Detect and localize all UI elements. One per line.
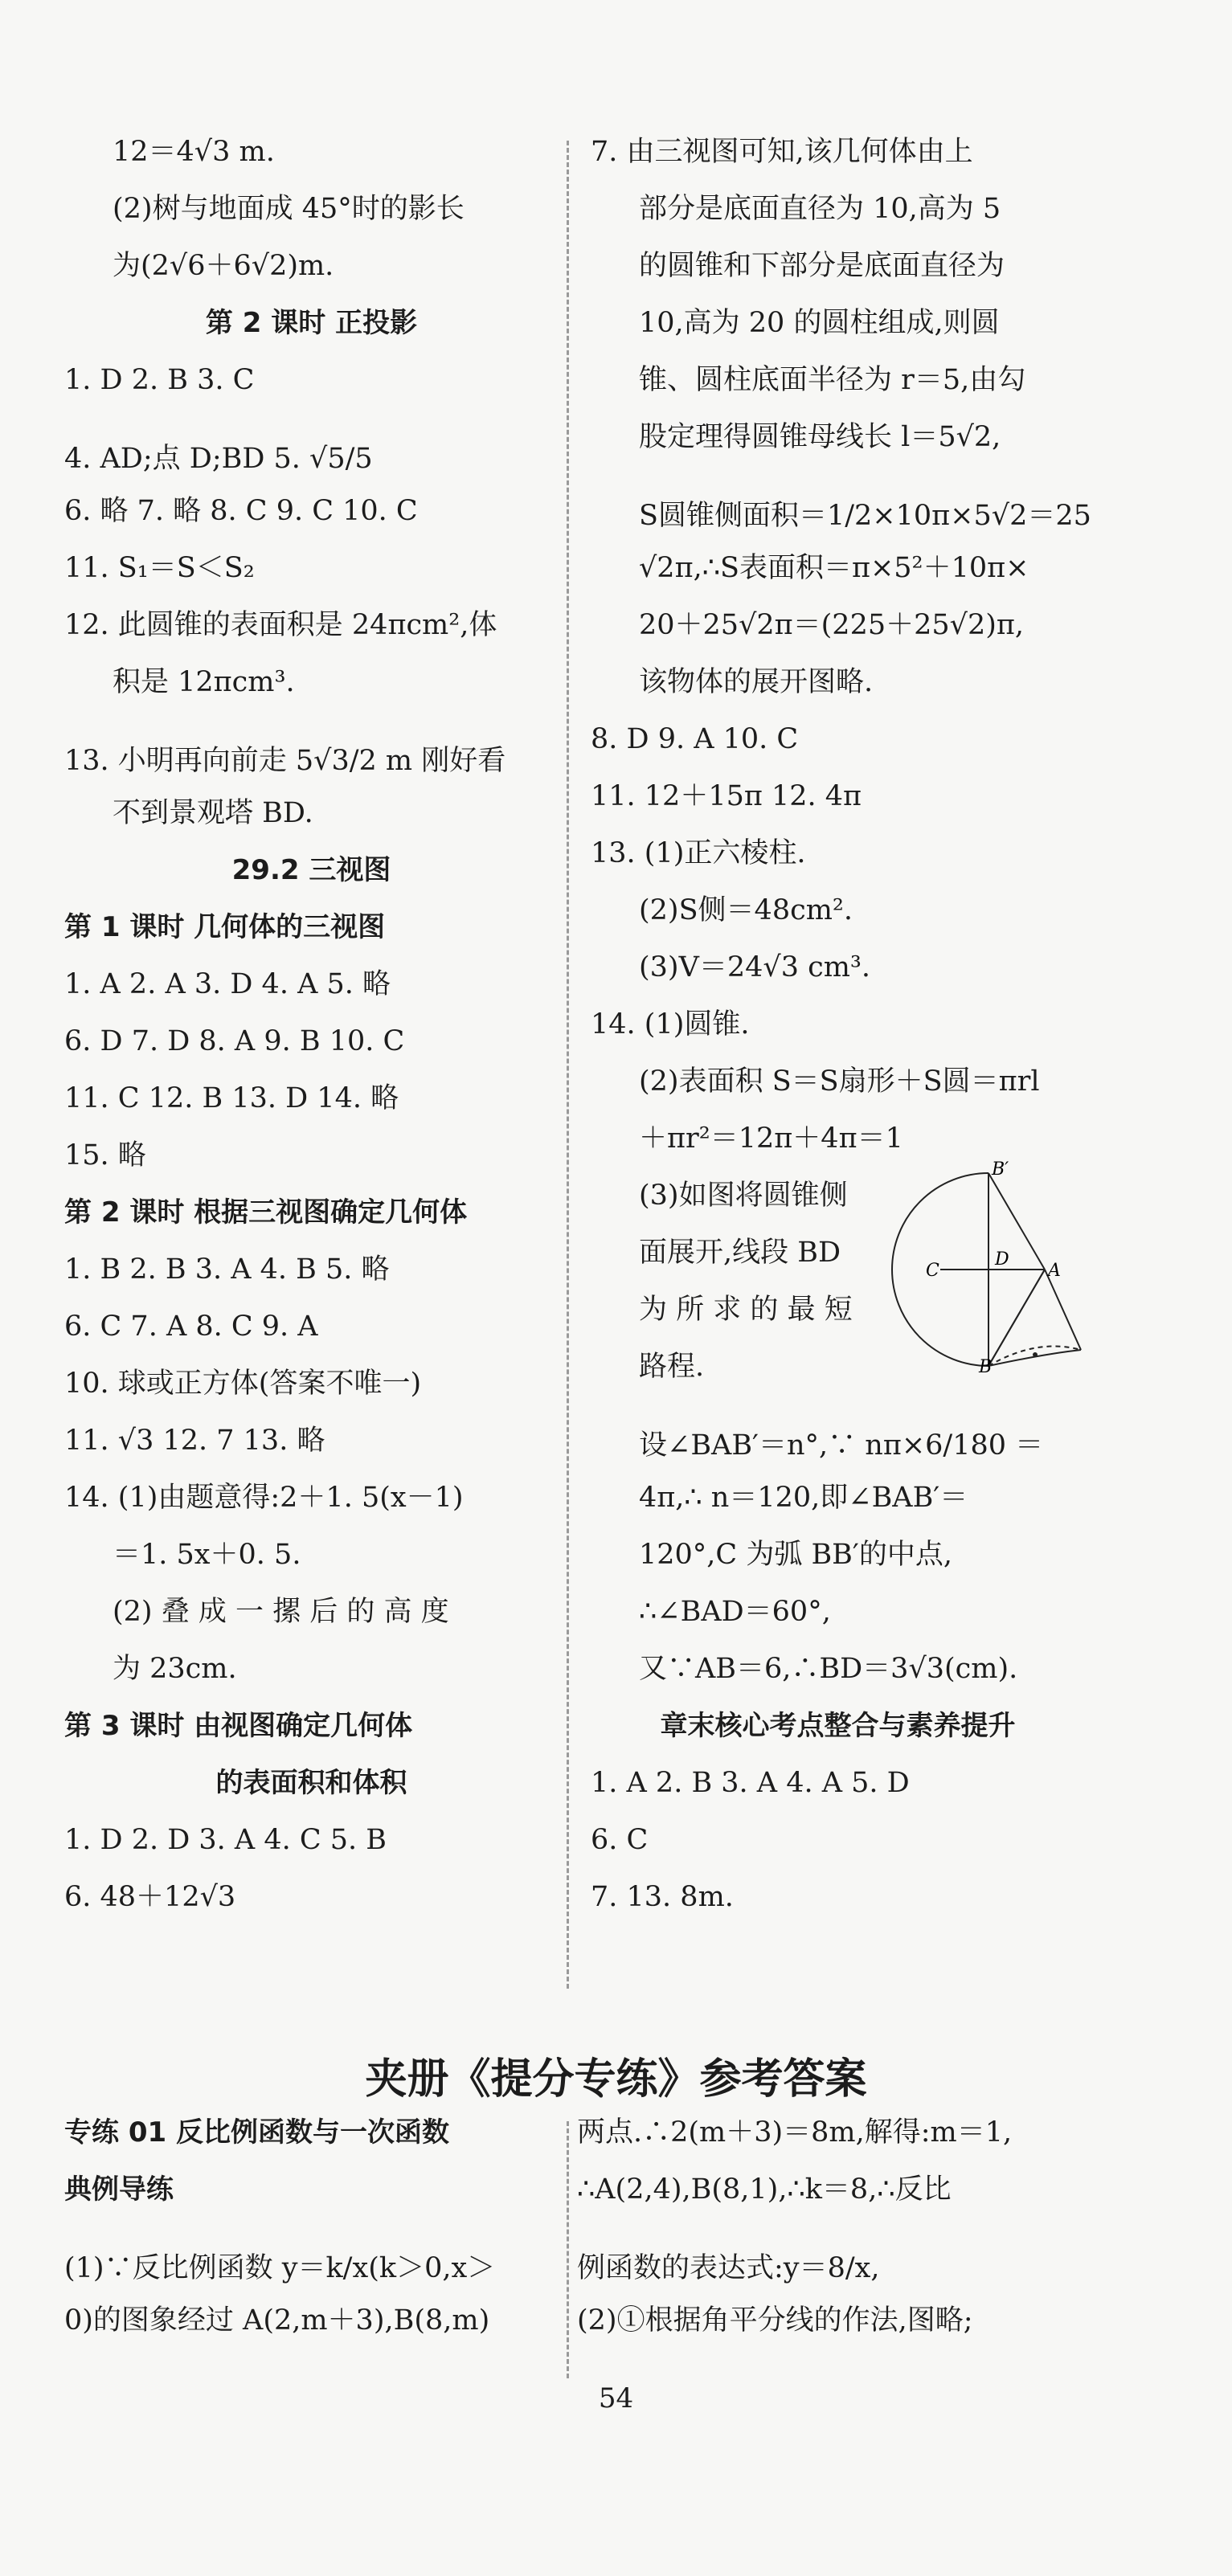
label-d: D bbox=[995, 1249, 1009, 1270]
answer-line: 例函数的表达式:y＝8/x, bbox=[577, 2252, 880, 2284]
answer-line: 13. 小明再向前走 5√3/2 m 刚好看 bbox=[64, 745, 506, 777]
answer-line: S圆锥侧面积＝1/2×10π×5√2＝25 bbox=[639, 500, 1091, 532]
answer-line: 积是 12πcm³. bbox=[113, 666, 295, 698]
section-heading: 的表面积和体积 bbox=[215, 1767, 407, 1799]
answer-line: 6. 略 7. 略 8. C 9. C 10. C bbox=[64, 495, 418, 527]
answer-line: 4π,∴ n＝120,即∠BAB′＝ bbox=[639, 1482, 968, 1514]
answer-line: (2)S侧＝48cm². bbox=[639, 894, 853, 926]
answer-line: 20＋25√2π＝(225＋25√2)π, bbox=[639, 609, 1024, 641]
section-heading: 第 3 课时 由视图确定几何体 bbox=[64, 1710, 413, 1742]
answer-line: 1. A 2. B 3. A 4. A 5. D bbox=[591, 1767, 910, 1799]
answer-line: 0)的图象经过 A(2,m＋3),B(8,m) bbox=[64, 2304, 490, 2337]
cone-unfold-figure bbox=[926, 1159, 1085, 1377]
answer-line: 7. 由三视图可知,该几何体由上 bbox=[591, 136, 973, 168]
section-heading: 第 1 课时 几何体的三视图 bbox=[64, 911, 386, 943]
left-column bbox=[64, 137, 559, 1939]
answer-line: (3)V＝24√3 cm³. bbox=[639, 951, 871, 983]
answer-line: 锥、圆柱底面半径为 r＝5,由勾 bbox=[639, 364, 1026, 396]
answer-line: 120°,C 为弧 BB′的中点, bbox=[639, 1539, 952, 1571]
bottom-right-column bbox=[577, 2117, 1099, 2362]
answer-line: 11. √3 12. 7 13. 略 bbox=[64, 1425, 325, 1457]
answer-line: ＝1. 5x＋0. 5. bbox=[113, 1539, 301, 1571]
section-heading: 专练 01 反比例函数与一次函数 bbox=[64, 2116, 449, 2149]
answer-line: 两点.∴2(m＋3)＝8m,解得:m＝1, bbox=[577, 2116, 1013, 2149]
section-heading: 典例导练 bbox=[64, 2173, 174, 2206]
label-c: C bbox=[926, 1261, 939, 1281]
answer-line: 14. (1)由题意得:2＋1. 5(x－1) bbox=[64, 1482, 464, 1514]
answer-line: (3)如图将圆锥侧 bbox=[639, 1180, 848, 1212]
answer-line: 的圆锥和下部分是底面直径为 bbox=[639, 250, 1005, 282]
bottom-left-column bbox=[64, 2117, 559, 2362]
section-heading: 第 2 课时 正投影 bbox=[205, 307, 418, 339]
answer-line: 11. S₁＝S＜S₂ bbox=[64, 552, 255, 584]
right-column bbox=[591, 136, 1091, 1939]
answer-line: (2)树与地面成 45°时的影长 bbox=[113, 193, 465, 225]
answer-line: (2)①根据角平分线的作法,图略; bbox=[577, 2304, 973, 2337]
answer-line: 设∠BAB′＝n°,∵ nπ×6/180 ＝ bbox=[639, 1429, 1044, 1462]
answer-line: 7. 13. 8m. bbox=[591, 1881, 734, 1913]
answer-line: 1. D 2. D 3. A 4. C 5. B bbox=[64, 1824, 387, 1856]
answer-line: 部分是底面直径为 10,高为 5 bbox=[639, 193, 1001, 225]
answer-line: ∴A(2,4),B(8,1),∴k＝8,∴反比 bbox=[577, 2173, 952, 2206]
answer-line: 8. D 9. A 10. C bbox=[591, 723, 799, 755]
label-b-prime: B′ bbox=[992, 1159, 1009, 1180]
answer-line: ＋πr²＝12π＋4π＝1 bbox=[639, 1122, 903, 1155]
answer-line: 又∵AB＝6,∴BD＝3√3(cm). bbox=[639, 1653, 1018, 1685]
answer-line: 不到景观塔 BD. bbox=[113, 797, 313, 829]
answer-line: 4. AD;点 D;BD 5. √5/5 bbox=[64, 443, 373, 475]
answer-line: 6. 48＋12√3 bbox=[64, 1881, 236, 1913]
answer-line: 11. 12＋15π 12. 4π bbox=[591, 780, 862, 812]
answer-line: 15. 略 bbox=[64, 1139, 146, 1171]
label-a: A bbox=[1048, 1261, 1061, 1281]
answer-line: 为(2√6＋6√2)m. bbox=[113, 250, 334, 282]
answer-line: 为 所 求 的 最 短 bbox=[639, 1294, 853, 1326]
page-number: 54 bbox=[598, 2382, 634, 2414]
answer-line: 10,高为 20 的圆柱组成,则圆 bbox=[639, 307, 1000, 339]
answer-line: 12. 此圆锥的表面积是 24πcm²,体 bbox=[64, 609, 497, 641]
answer-line: 6. D 7. D 8. A 9. B 10. C bbox=[64, 1025, 405, 1057]
section-heading: 29.2 三视图 bbox=[231, 854, 391, 886]
answer-line: √2π,∴S表面积＝π×5²＋10π× bbox=[639, 552, 1029, 584]
answer-line: (1)∵反比例函数 y＝k/x(k＞0,x＞ bbox=[64, 2252, 496, 2284]
bottom-column-divider bbox=[567, 2121, 569, 2378]
answer-line: 为 23cm. bbox=[113, 1653, 237, 1685]
answer-line: 该物体的展开图略. bbox=[639, 666, 874, 698]
column-divider bbox=[567, 141, 569, 1989]
answer-line: 1. D 2. B 3. C bbox=[64, 364, 255, 396]
answer-line: 6. C 7. A 8. C 9. A bbox=[64, 1310, 318, 1343]
answer-line: 1. A 2. A 3. D 4. A 5. 略 bbox=[64, 968, 391, 1000]
answer-line: (2) 叠 成 一 摞 后 的 高 度 bbox=[113, 1596, 449, 1628]
answer-line: 12＝4√3 m. bbox=[113, 136, 275, 168]
section-heading: 第 2 课时 根据三视图确定几何体 bbox=[64, 1196, 468, 1229]
answer-line: 面展开,线段 BD bbox=[639, 1237, 841, 1269]
answer-line: 14. (1)圆锥. bbox=[591, 1008, 750, 1041]
answer-line: 1. B 2. B 3. A 4. B 5. 略 bbox=[64, 1253, 390, 1286]
answer-line: ∴∠BAD＝60°, bbox=[639, 1596, 831, 1628]
answer-line: 11. C 12. B 13. D 14. 略 bbox=[64, 1082, 399, 1114]
label-b: B bbox=[979, 1357, 993, 1377]
answer-line: 路程. bbox=[639, 1351, 705, 1383]
answer-line: 股定理得圆锥母线长 l＝5√2, bbox=[639, 421, 1001, 453]
answer-line: (2)表面积 S＝S扇形＋S圆＝πrl bbox=[639, 1065, 1040, 1098]
answer-line: 6. C bbox=[591, 1824, 649, 1856]
section-title: 夹册《提分专练》参考答案 bbox=[365, 2055, 867, 2104]
section-heading: 章末核心考点整合与素养提升 bbox=[660, 1710, 1016, 1742]
answer-line: 10. 球或正方体(答案不唯一) bbox=[64, 1368, 422, 1400]
answer-line: 13. (1)正六棱柱. bbox=[591, 837, 806, 869]
